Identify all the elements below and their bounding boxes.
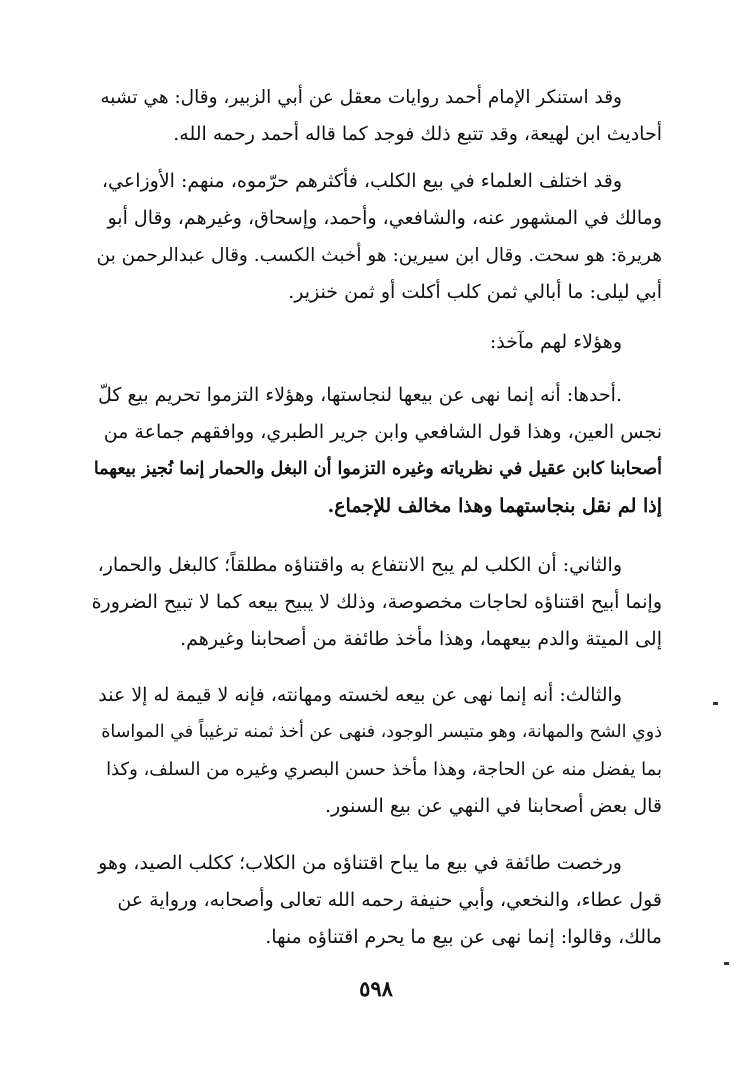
paragraph-line: وإنما أبيح اقتناؤه لحاجات مخصوصة، وذلك لا يبيح بيعه كما لا تبيح الضرورة [92,591,662,613]
paragraph-line: وقد اختلف العلماء في بيع الكلب، فأكثرهم حرّموه، منهم: الأوزاعي، [101,170,622,192]
paragraph-line: أحاديث ابن لهيعة، وقد تتبع ذلك فوجد كما قاله أحمد رحمه الله. [173,123,662,145]
paragraph-line: مالك، وقالوا: إنما نهى عن بيع ما يحرم اقتناؤه منها. [265,926,662,948]
scan-speck [713,702,718,705]
page-number: ٥٩٨ [359,976,393,1001]
paragraph-line: بما يفضل منه عن الحاجة، وهذا مأخذ حسن البصري وغيره من السلف، وكذا [106,759,662,780]
paragraph-line: أبي ليلى: ما أبالي ثمن كلب أكلت أو ثمن خنزير. [288,281,662,303]
paragraph-1 [92,79,662,153]
paragraph-2 [92,163,662,311]
paragraph-line: أصحابنا كابن عقيل في نظرياته وغيره التزموا أن البغل والحمار إنما نُجيز بيعهما [93,459,662,479]
paragraph-line: نجس العين، وهذا قول الشافعي وابن جرير الطبري، ووافقهم جماعة من [103,421,662,443]
paragraph-3 [92,324,662,361]
paragraph-line: وهؤلاء لهم مآخذ: [489,331,622,353]
paragraph-line: ورخصت طائفة في بيع ما يباح اقتناؤه من الكلاب؛ ككلب الصيد، وهو [98,852,622,874]
paragraph-line: قول عطاء، والنخعي، وأبي حنيفة رحمه الله تعالى وأصحابه، ورواية عن [117,889,662,911]
scan-speck [724,962,729,965]
paragraph-line: ذوي الشح والمهانة، وهو متيسر الوجود، فنهى عن أخذ ثمنه ترغيباً في المواساة [101,722,662,742]
paragraph-4 [92,377,662,525]
paragraph-6 [92,677,662,825]
paragraph-line: .أحدها: أنه إنما نهى عن بيعها لنجاستها، وهؤلاء التزموا تحريم بيع كلّ [98,384,622,406]
paragraph-line: وقد استنكر الإمام أحمد روايات معقل عن أبي الزبير، وقال: هي تشبه [100,87,622,108]
paragraph-5 [92,547,662,658]
paragraph-line: هريرة: هو سحت. وقال ابن سيرين: هو أخبث الكسب. وقال عبدالرحمن بن [96,245,662,266]
paragraph-line: والثاني: أن الكلب لم يبح الانتفاع به واقتناؤه مطلقاً؛ كالبغل والحمار، [97,554,622,576]
paragraph-line: ومالك في المشهور عنه، والشافعي، وأحمد، وإسحاق، وغيرهم، وقال أبو [107,207,662,229]
paragraph-line: والثالث: أنه إنما نهى عن بيعه لخسته ومهانته، فإنه لا قيمة له إلا عند [98,684,622,706]
paragraph-7 [92,845,662,956]
paragraph-line: إذا لم نقل بنجاستهما وهذا مخالف للإجماع. [327,495,662,517]
paragraph-line: إلى الميتة والدم بيعهما، وهذا مأخذ طائفة من أصحابنا وغيرهم. [180,628,662,650]
paragraph-line: قال بعض أصحابنا في النهي عن بيع السنور. [325,795,662,817]
